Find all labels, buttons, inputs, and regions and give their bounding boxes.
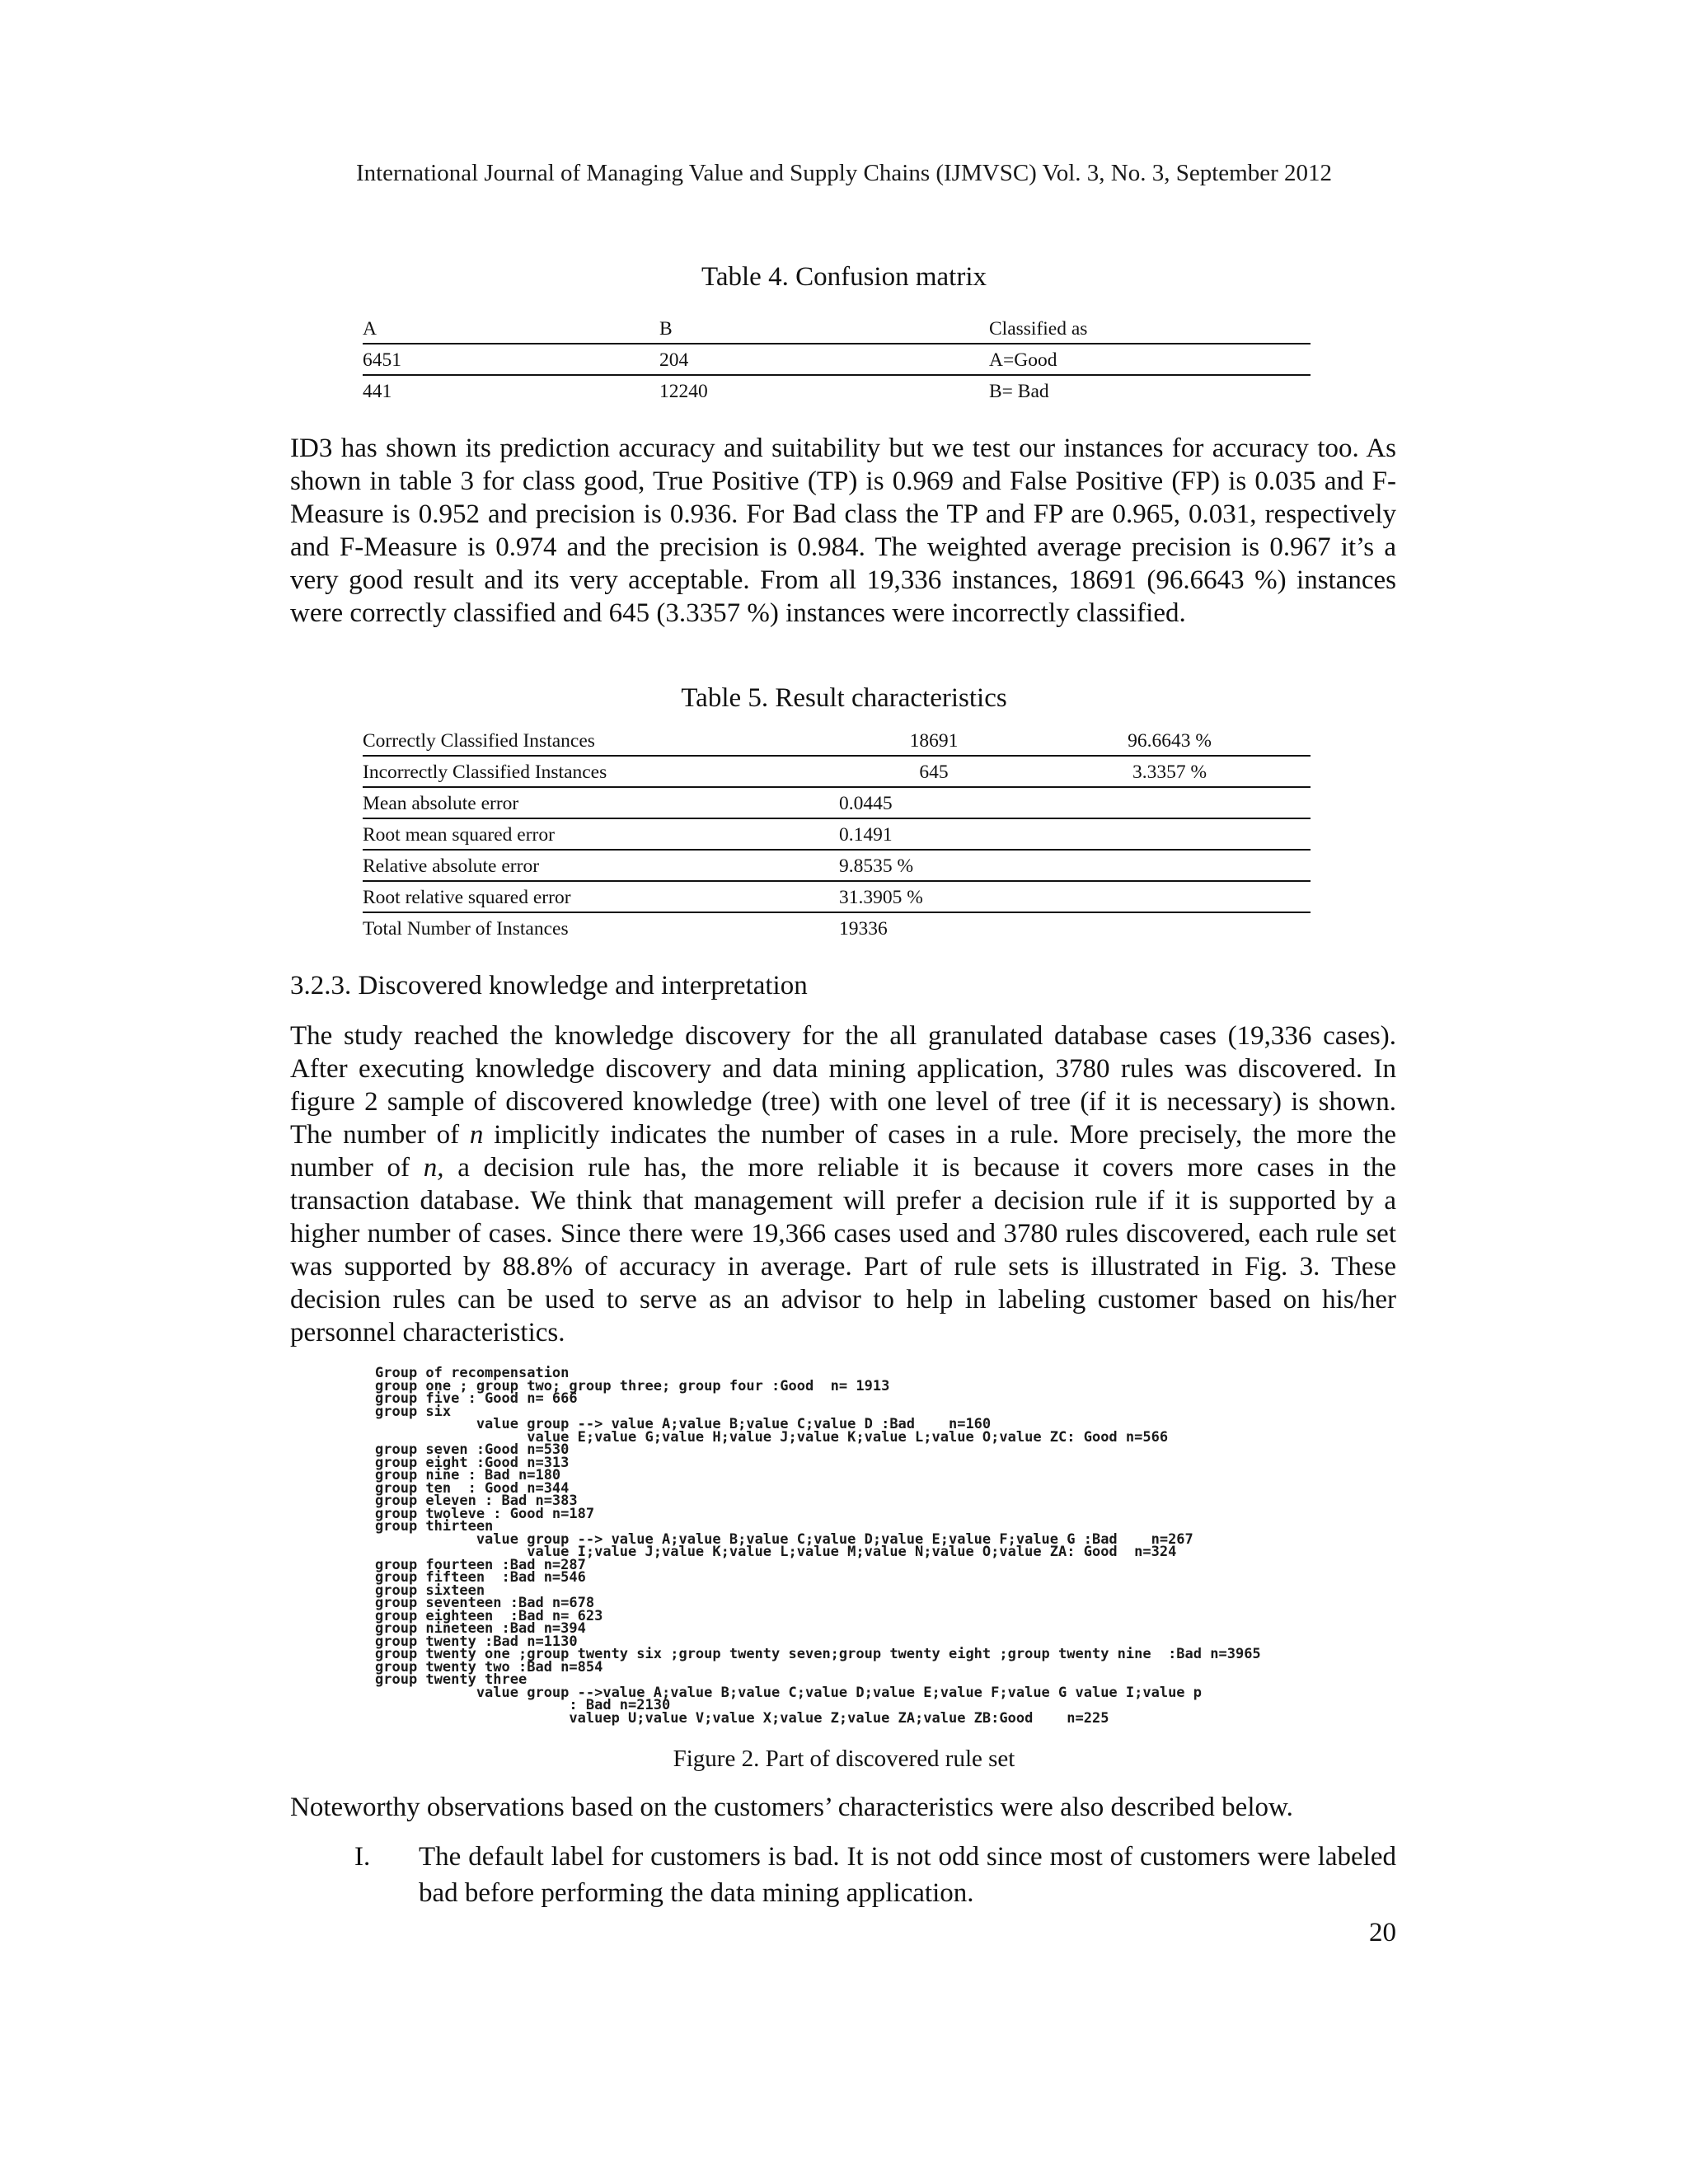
- table-cell: Root mean squared error: [363, 824, 555, 846]
- page-number: 20: [1369, 1918, 1396, 1947]
- table-row: [363, 375, 1311, 405]
- text-span: implicitly indicates the number of cases in a rule. More precisely, the more the number of: [290, 1120, 1396, 1183]
- rule-line: group six: [375, 1403, 452, 1420]
- paragraph-knowledge: [290, 1019, 1396, 1349]
- rule-line: Group of recompensation: [375, 1365, 570, 1381]
- table-cell: Incorrectly Classified Instances: [363, 762, 607, 783]
- running-header: International Journal of Managing Value and Supply Chains (IJMVSC) Vol. 3, No. 3, September 2012: [355, 160, 1333, 186]
- table5-caption: Table 5. Result characteristics: [681, 683, 1007, 713]
- table-row: [363, 818, 1311, 850]
- table-cell: 96.6643 %: [1128, 730, 1212, 752]
- table-cell: 441: [363, 381, 392, 402]
- list-item: [354, 1839, 1396, 1911]
- list-item-text: The default label for customers is bad. It is not odd since most of customers were labeled bad before performing the data mining application.: [419, 1842, 1396, 1908]
- rule-set-figure: [375, 1366, 1364, 1729]
- rule-line: group eleven : Bad n=383: [375, 1493, 578, 1509]
- rule-line: group twenty :Bad n=1130: [375, 1633, 578, 1650]
- rule-line: group thirteen: [375, 1518, 494, 1535]
- table-row: [363, 912, 1311, 943]
- rule-line: group twenty one ;group twenty six ;group twenty seven;group twenty eight ;group twenty nine :Bad n=3965: [375, 1646, 1261, 1662]
- section-heading: 3.2.3. Discovered knowledge and interpretation: [290, 971, 808, 1001]
- table-cell: [1029, 912, 1311, 943]
- table-row: [363, 756, 1311, 787]
- rule-line: value group --> value A;value B;value C;value D :Bad n=160: [375, 1416, 992, 1432]
- rule-line: value I;value J;value K;value L;value M;value N;value O;value ZA: Good n=324: [375, 1544, 1177, 1560]
- table-row: [363, 344, 1311, 375]
- table-cell: 9.8535 %: [839, 855, 914, 877]
- rule-line: group sixteen: [375, 1582, 485, 1599]
- variable-n: n: [469, 1120, 484, 1150]
- rule-line: : Bad n=2130: [375, 1697, 671, 1713]
- rule-line: group seven :Good n=530: [375, 1441, 570, 1458]
- table-row: [363, 881, 1311, 912]
- table-cell: 204: [659, 349, 689, 371]
- table4-caption: Table 4. Confusion matrix: [701, 262, 987, 292]
- rule-line: group ten : Good n=344: [375, 1479, 570, 1497]
- table-header-row: [363, 313, 1311, 344]
- rule-line: group five : Good n= 666: [375, 1390, 578, 1407]
- rule-line: group fourteen :Bad n=287: [375, 1556, 586, 1573]
- table-cell: [1029, 850, 1311, 881]
- table-cell: 0.0445: [839, 793, 893, 814]
- rule-line: group twoleve : Good n=187: [375, 1505, 595, 1522]
- table-cell: 3.3357 %: [1132, 762, 1207, 783]
- table-cell: A=Good: [989, 349, 1057, 371]
- rule-line: value group --> value A;value B;value C;value D;value E;value F;value G :Bad n=267: [375, 1530, 1193, 1548]
- figure2-caption: Figure 2. Part of discovered rule set: [673, 1746, 1015, 1772]
- rule-line: valuep U;value V;value X;value Z;value ZA;value ZB:Good n=225: [375, 1709, 1109, 1727]
- table-cell: Root relative squared error: [363, 887, 571, 908]
- variable-n: n,: [423, 1153, 444, 1183]
- rule-line: group eight :Good n=313: [375, 1454, 570, 1471]
- table-cell: Total Number of Instances: [363, 918, 569, 940]
- table-cell: Mean absolute error: [363, 793, 519, 814]
- rule-line: group twenty two :Bad n=854: [375, 1658, 603, 1675]
- paragraph-accuracy: ID3 has shown its prediction accuracy and suitability but we test our instances for accuracy too. As shown in table 3 for class good, True Positive (TP) is 0.969 and False Positive (FP) is 0.035 and F-Measure is 0.952 and precision is 0.936. For Bad class the TP and FP are 0.965, 0.031, respectively and F-Measure is 0.974 and the precision is 0.984. The weighted average precision is 0.967 it’s a very good result and its very acceptable. From all 19,336 instances, 18691 (96.6643 %) instances were correctly classified and 645 (3.3357 %) instances were incorrectly classified.: [290, 434, 1396, 628]
- table-row: [363, 787, 1311, 818]
- rule-line: value group -->value A;value B;value C;value D;value E;value F;value G value I;value p: [375, 1684, 1203, 1701]
- rule-line: group nineteen :Bad n=394: [375, 1620, 586, 1637]
- table-cell: [1029, 881, 1311, 912]
- rule-line: value E;value G;value H;value J;value K;value L;value O;value ZC: Good n=566: [375, 1428, 1169, 1446]
- column-header: A: [363, 318, 377, 340]
- column-header: B: [659, 318, 673, 340]
- rule-line: group eighteen :Bad n= 623: [375, 1607, 603, 1624]
- table-cell: 12240: [659, 381, 708, 402]
- rule-line: group fifteen :Bad n=546: [375, 1569, 586, 1586]
- text-span: a decision rule has, the more reliable it is because it covers more cases in the transaction database. We think that management will prefer a decision rule if it is supported by a higher number of cases. Since there were 19,366 cases used and 3780 rules discovered, each rule set was supported by 88.8% of accuracy in average. Part of rule sets is illustrated in Fig. 3. These decision rules can be used to serve as an advisor to help in labeling customer based on his/her personnel characteristics.: [290, 1153, 1396, 1347]
- table-cell: [1029, 818, 1311, 850]
- table-cell: 645: [919, 762, 949, 783]
- table-cell: 31.3905 %: [839, 887, 923, 908]
- table-cell: 19336: [839, 918, 888, 940]
- paragraph-observations: Noteworthy observations based on the customers’ characteristics were also described below.: [290, 1793, 1293, 1822]
- confusion-matrix-table: [363, 313, 1311, 405]
- rule-line: group nine : Bad n=180: [375, 1467, 561, 1483]
- table-row: [363, 850, 1311, 881]
- table-cell: Relative absolute error: [363, 855, 540, 877]
- list-item-number: I.: [354, 1842, 371, 1872]
- table-cell: 6451: [363, 349, 401, 371]
- rule-line: group seventeen :Bad n=678: [375, 1595, 595, 1611]
- table-cell: B= Bad: [989, 381, 1049, 402]
- rule-line: group one ; group two; group three; group four :Good n= 1913: [375, 1377, 890, 1394]
- rule-line: group twenty three: [375, 1671, 528, 1688]
- result-characteristics-table: [363, 725, 1311, 943]
- column-header: Classified as: [989, 318, 1088, 340]
- table-cell: [1029, 787, 1311, 818]
- table-cell: 0.1491: [839, 824, 893, 846]
- table-row: [363, 725, 1311, 756]
- text-span: The study reached the knowledge discovery for the all granulated database cases (19,336 cases). After executing knowledge discovery and data mining application, 3780 rules was discovered. In figure 2 sample of discovered knowledge (tree) with one level of tree (if it is necessary) is shown. The number of: [290, 1021, 1396, 1150]
- table-cell: Correctly Classified Instances: [363, 730, 595, 752]
- table-cell: 18691: [909, 730, 959, 752]
